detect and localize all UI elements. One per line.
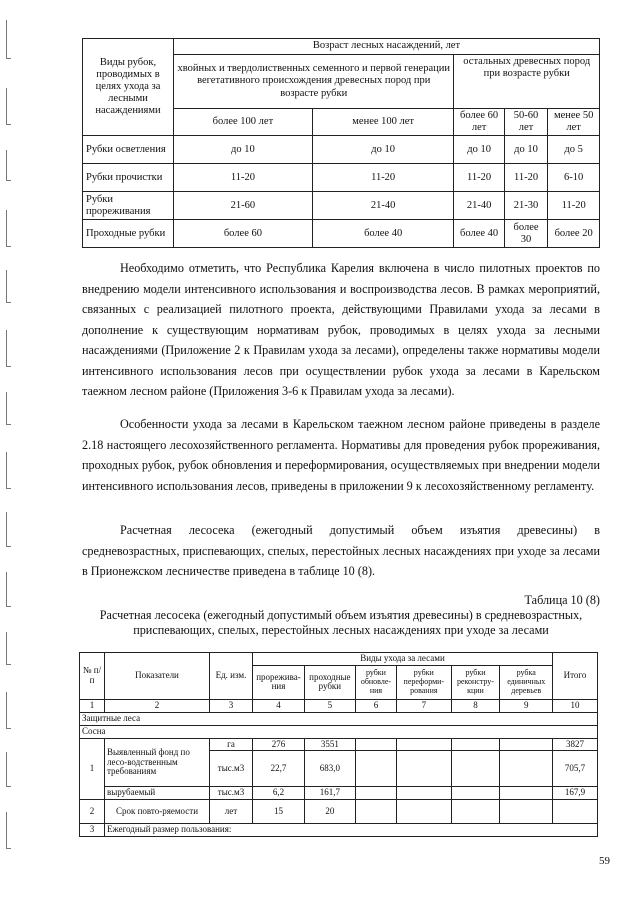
allowable-cut-table (79, 652, 598, 837)
header-cutting-types: Виды рубок, проводимых в целях ухода за лесными насаждениями (83, 39, 174, 136)
table-row: вырубаемый тыс.м3 6,2 161,7 167,9 (80, 787, 598, 800)
cell: до 10 (312, 136, 454, 164)
cell: 11-20 (504, 164, 548, 192)
cell: 11-20 (454, 164, 504, 192)
row-label: Срок повто-ряемости (105, 800, 210, 824)
paragraph-pilot-project: Необходимо отметить, что Республика Карелия включена в число пилотных проектов по внедрению модели интенсивного использования и воспроизводства лесов. В рамках мероприятий, связанных с реализацией пилотного проекта, действующими Правилами ухода за лесами в дополнение к существующим нормативам рубок, проводимых в целях ухода за лесными насаждениями (Приложение 2 к Правилам ухода за лесами), определены также нормативы модели интенсивного использования лесов при осуществлении рубок ухода за лесами в Карельском таежном лесном районе (Приложения 3-6 к Правилам ухода за лесами). (82, 261, 600, 398)
column-number-row: 1 2 3 4 5 6 7 8 9 10 (80, 699, 598, 712)
subheader: 50-60 лет (504, 109, 548, 136)
header-num: № п/п (80, 653, 105, 700)
table-row (83, 164, 600, 192)
cell: более 40 (312, 220, 454, 248)
cell: 6-10 (548, 164, 600, 192)
subheader: более 100 лет (174, 109, 313, 136)
header-type: рубки переформи-рования (397, 665, 451, 699)
cell: до 5 (548, 136, 600, 164)
subheader: менее 50 лет (548, 109, 600, 136)
row-label: Ежегодный размер пользования: (105, 824, 598, 837)
cell: более 20 (548, 220, 600, 248)
cell: 21-40 (454, 192, 504, 220)
cell: 11-20 (174, 164, 313, 192)
header-type: рубка единичных деревьев (500, 665, 553, 699)
paragraph-karelia-features: Особенности ухода за лесами в Карельском таежном лесном районе приведены в разделе 2.18 настоящего лесохозяйственного регламента. Нормативы для проведения рубок прореживания, проходных рубок, рубок обновления и переформирования, осуществляемых при внедрении модели интенсивного использования лесов, приведены в приложении 9 к лесохозяйственному регламенту. (82, 417, 600, 493)
table-row (83, 192, 600, 220)
cell: до 10 (454, 136, 504, 164)
header-unit: Ед. изм. (210, 653, 253, 700)
section-pine: Сосна (80, 725, 598, 738)
cell: 21-60 (174, 192, 313, 220)
table-row: тыс.м3 22,7 683,0 705,7 (80, 751, 598, 787)
cell: 21-30 (504, 192, 548, 220)
cell: более 40 (454, 220, 504, 248)
header-type: рубки реконстру-кции (451, 665, 500, 699)
cell: 21-40 (312, 192, 454, 220)
header-type: рубки обновле-ния (355, 665, 396, 699)
table-row (83, 220, 600, 248)
header-conifer-group: хвойных и твердолиственных семенного и первой генерации вегетативного происхождения древесных пород при возрасте рубки (174, 55, 454, 109)
paragraph-allowable-cut: Расчетная лесосека (ежегодный допустимый объем изъятия древесины) в средневозрастных, приспевающих, спелых, перестойных лесных насаждениях при уходе за лесами в Прионежском лесничестве приведена в таблице 10 (8). (82, 523, 600, 578)
row-label: Рубки прочистки (83, 164, 174, 192)
section-protective-forests: Защитные леса (80, 712, 598, 725)
header-care-types: Виды ухода за лесами (253, 653, 553, 666)
cell: до 10 (504, 136, 548, 164)
header-indicator: Показатели (105, 653, 210, 700)
table-row: 1 Выявленный фонд по лесо-водственным требованиям га 276 3551 3827 (80, 738, 598, 751)
header-type: прорежива-ния (253, 665, 305, 699)
table-row (83, 136, 600, 164)
header-forest-age: Возраст лесных насаждений, лет (174, 39, 600, 55)
cutting-age-table (82, 38, 600, 248)
row-label: Рубки осветления (83, 136, 174, 164)
row-label: Выявленный фонд по лесо-водственным требованиям (105, 738, 210, 787)
cell: 11-20 (312, 164, 454, 192)
subheader: менее 100 лет (312, 109, 454, 136)
header-total: Итого (553, 653, 598, 700)
header-other-group: остальных древесных пород при возрасте рубки (454, 55, 600, 109)
table-number: Таблица 10 (8) (524, 593, 600, 607)
binding-margin-marks (0, 0, 20, 905)
header-type: проходные рубки (304, 665, 355, 699)
cell: до 10 (174, 136, 313, 164)
page-number: 59 (599, 855, 610, 867)
table-row: 2 Срок повто-ряемости лет 15 20 (80, 800, 598, 824)
row-label: Проходные рубки (83, 220, 174, 248)
table-row: 3 Ежегодный размер пользования: (80, 824, 598, 837)
subheader: более 60 лет (454, 109, 504, 136)
cell: более 60 (174, 220, 313, 248)
cell: более 30 (504, 220, 548, 248)
row-label: Рубки прореживания (83, 192, 174, 220)
table-title: Расчетная лесосека (ежегодный допустимый объем изъятия древесины) в средневозрастных, приспевающих, спелых, перестойных лесных насаждениях при уходе за лесами (99, 608, 583, 637)
cell: 11-20 (548, 192, 600, 220)
row-label: вырубаемый (105, 787, 210, 800)
